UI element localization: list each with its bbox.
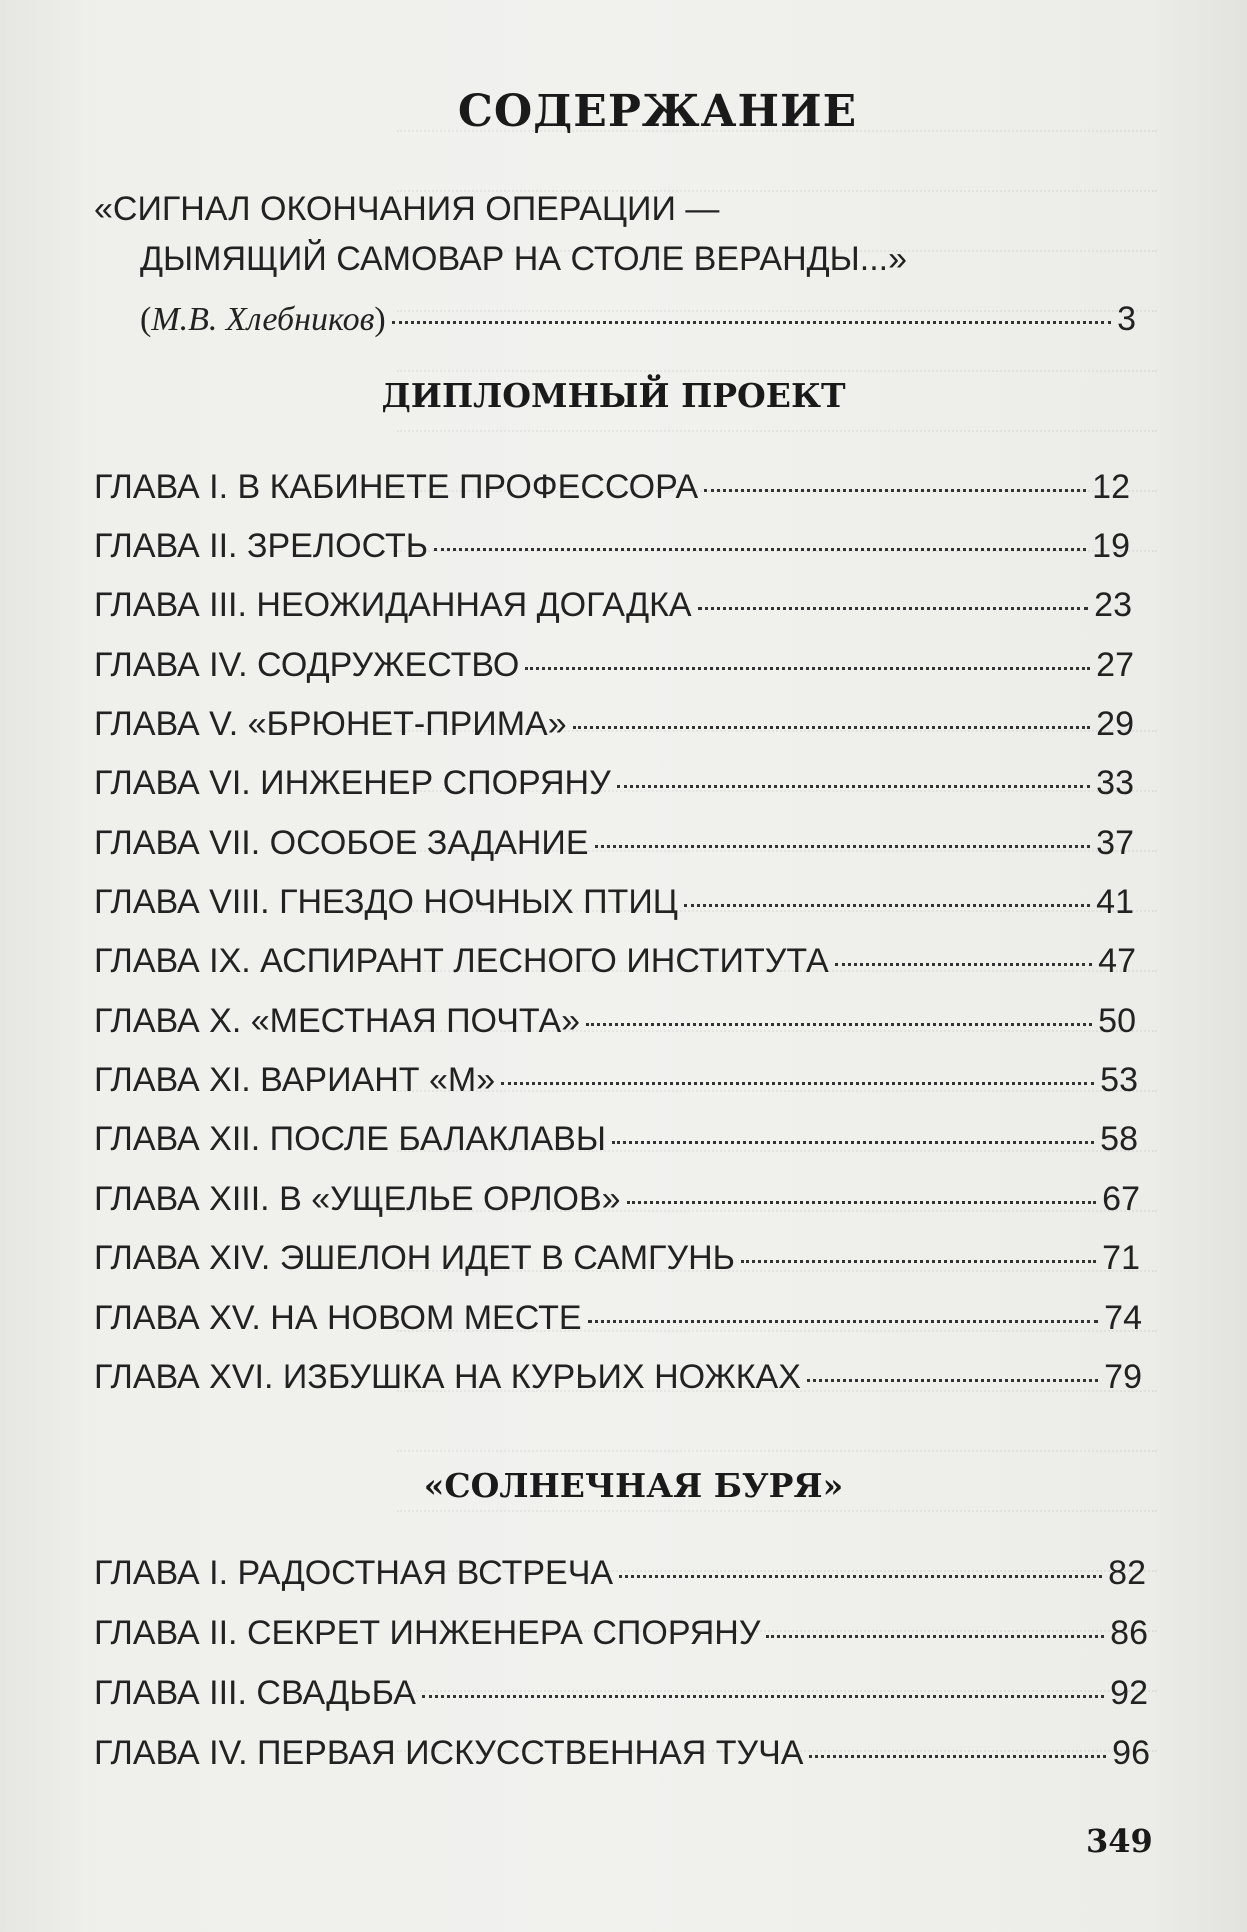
toc-entry[interactable] [94,576,1132,624]
toc-entry[interactable] [94,1170,1140,1218]
toc-entry-title: ГЛАВА V. «БРЮНЕТ-ПРИМА» [94,705,567,743]
toc-entry-title: ГЛАВА X. «МЕСТНАЯ ПОЧТА» [94,1002,581,1040]
page-title: СОДЕРЖАНИЕ [457,86,858,137]
toc-entry-title: ГЛАВА III. СВАДЬБА [94,1674,416,1712]
toc-entry[interactable] [94,754,1134,802]
toc-page-number: 27 [1096,646,1134,684]
toc-entry[interactable] [94,458,1130,506]
toc-entry-title: ГЛАВА I. РАДОСТНАЯ ВСТРЕЧА [94,1554,614,1592]
toc-entry-title: ГЛАВА XI. ВАРИАНТ «М» [94,1061,496,1099]
dot-leader [617,754,1090,794]
dot-leader [588,1289,1099,1329]
dot-leader [619,1544,1102,1584]
toc-page-number: 50 [1098,1002,1136,1040]
toc-page-number: 67 [1102,1180,1140,1218]
dot-leader [835,932,1093,972]
dot-leader [684,873,1090,913]
section-heading: ДИПЛОМНЫЙ ПРОЕКТ [381,376,846,415]
dot-leader [595,814,1091,854]
intro-author: (М.В. Хлебников) [140,301,386,338]
toc-page-number: 82 [1108,1554,1146,1592]
toc-entry[interactable] [94,1664,1148,1712]
toc-entry[interactable] [94,636,1134,684]
dot-leader [422,1664,1104,1704]
toc-entry-title: ГЛАВА XII. ПОСЛЕ БАЛАКЛАВЫ [94,1120,606,1158]
toc-page-number: 23 [1094,586,1132,624]
toc-entry[interactable] [94,1348,1142,1396]
toc-entry-title: ГЛАВА VI. ИНЖЕНЕР СПОРЯНУ [94,764,611,802]
toc-page-number: 79 [1104,1358,1142,1396]
toc-page-number: 74 [1104,1299,1142,1337]
toc-entry[interactable] [94,1289,1142,1337]
toc-entry-title: ГЛАВА XIII. В «УЩЕЛЬЕ ОРЛОВ» [94,1180,621,1218]
toc-page-number: 37 [1096,824,1134,862]
page-number: 349 [1086,1822,1153,1860]
toc-page-number: 3 [1117,300,1136,338]
toc-page-number: 53 [1100,1061,1138,1099]
toc-entry-title: ГЛАВА XIV. ЭШЕЛОН ИДЕТ В САМГУНЬ [94,1239,735,1277]
toc-entry-title: ГЛАВА III. НЕОЖИДАННАЯ ДОГАДКА [94,586,692,624]
dot-leader [698,576,1089,616]
toc-page-number: 29 [1096,705,1134,743]
dot-leader [586,992,1092,1032]
toc-entry-title: ГЛАВА II. ЗРЕЛОСТЬ [94,527,429,565]
toc-entry[interactable] [94,1229,1140,1277]
toc-page-number: 19 [1092,527,1130,565]
toc-page-number: 58 [1100,1120,1138,1158]
toc-page-number: 41 [1096,883,1134,921]
dot-leader [766,1604,1104,1644]
toc-entry[interactable] [94,1110,1138,1158]
toc-entry-title: ГЛАВА IV. СОДРУЖЕСТВО [94,646,520,684]
toc-entry-title: ГЛАВА XVI. ИЗБУШКА НА КУРЬИХ НОЖКАХ [94,1358,801,1396]
dot-leader [612,1110,1094,1150]
dot-leader [573,695,1091,735]
toc-entry[interactable] [94,992,1136,1040]
dot-leader [807,1348,1098,1388]
toc-entry[interactable] [94,873,1134,921]
toc-entry[interactable] [94,695,1134,743]
dot-leader [392,290,1111,330]
toc-entry[interactable] [94,1724,1150,1772]
toc-page-number: 47 [1098,942,1136,980]
toc-entry[interactable] [94,1544,1146,1592]
toc-page-number: 92 [1110,1674,1148,1712]
toc-page-number: 12 [1092,468,1130,506]
dot-leader [434,517,1086,557]
intro-title-line-2: ДЫМЯЩИЙ САМОВАР НА СТОЛЕ ВЕРАНДЫ...» [140,240,908,278]
toc-entry-title: ГЛАВА II. СЕКРЕТ ИНЖЕНЕРА СПОРЯНУ [94,1614,761,1652]
toc-entry[interactable] [94,1604,1148,1652]
toc-entry[interactable] [94,517,1130,565]
toc-entry-title: ГЛАВА I. В КАБИНЕТЕ ПРОФЕССОРА [94,468,699,506]
dot-leader [741,1229,1096,1269]
toc-entry-title: ГЛАВА VIII. ГНЕЗДО НОЧНЫХ ПТИЦ [94,883,678,921]
dot-leader [501,1051,1094,1091]
toc-entry-title: ГЛАВА VII. ОСОБОЕ ЗАДАНИЕ [94,824,589,862]
section-heading: «СОЛНЕЧНАЯ БУРЯ» [423,1466,844,1505]
toc-page-number: 33 [1096,764,1134,802]
toc-entry[interactable] [94,814,1134,862]
toc-page-number: 96 [1112,1734,1150,1772]
toc-page-number: 71 [1102,1239,1140,1277]
toc-entry-title: ГЛАВА IX. АСПИРАНТ ЛЕСНОГО ИНСТИТУТА [94,942,829,980]
dot-leader [627,1170,1097,1210]
toc-entry[interactable] [94,932,1136,980]
intro-title-line-1: «СИГНАЛ ОКОНЧАНИЯ ОПЕРАЦИИ — [94,190,720,228]
dot-leader [525,636,1090,676]
dot-leader [809,1724,1106,1764]
toc-entry[interactable] [94,1051,1138,1099]
toc-entry-title: ГЛАВА XV. НА НОВОМ МЕСТЕ [94,1299,582,1337]
dot-leader [704,458,1086,498]
toc-entry-title: ГЛАВА IV. ПЕРВАЯ ИСКУССТВЕННАЯ ТУЧА [94,1734,804,1772]
toc-page-number: 86 [1110,1614,1148,1652]
intro-author-row[interactable] [140,290,1136,338]
